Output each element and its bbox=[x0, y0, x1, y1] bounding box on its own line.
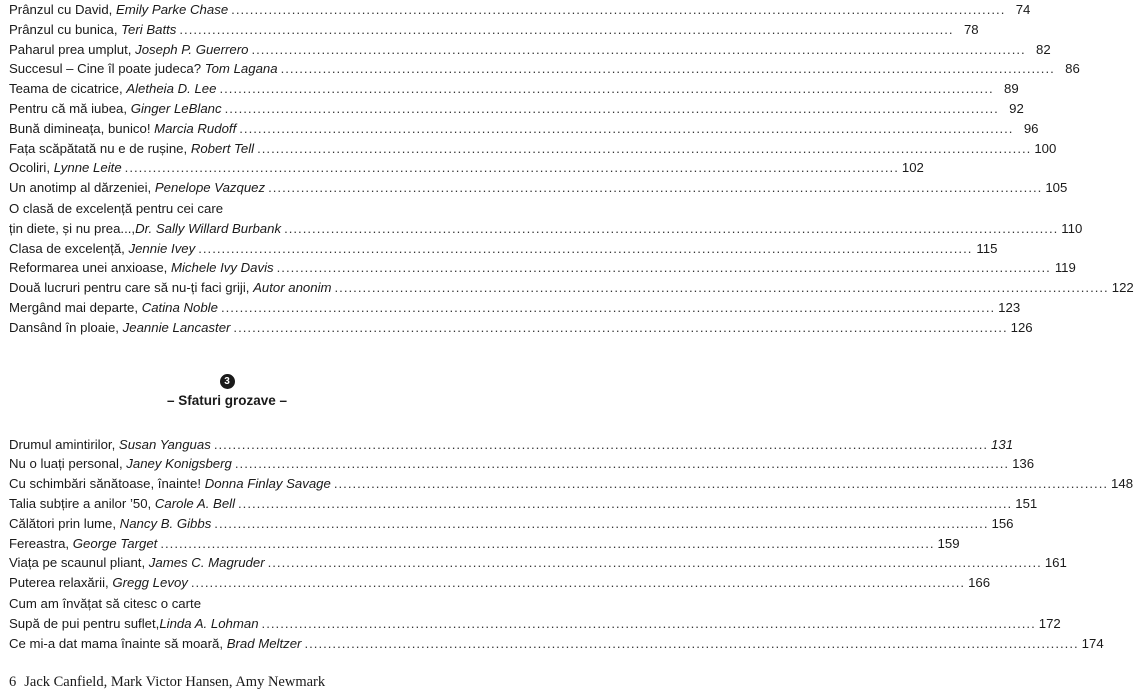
toc-leader-dots bbox=[268, 178, 1042, 198]
toc-entry bbox=[9, 454, 1035, 474]
toc-entry-page: 86 bbox=[1065, 61, 1080, 77]
toc-entry-page: 166 bbox=[968, 575, 991, 591]
toc-entry-title: Supă de pui pentru suflet, bbox=[9, 615, 160, 631]
toc-entry bbox=[9, 178, 1068, 198]
toc-entry-author: Jeannie Lancaster bbox=[122, 319, 231, 335]
toc-entry-title: Cu schimbări sănătoase, înainte! bbox=[9, 476, 205, 492]
toc-entry-page: 131 bbox=[991, 436, 1014, 452]
toc-entry-title: Două lucruri pentru care să nu-ți faci griji, bbox=[9, 280, 254, 296]
toc-entry-title: Un anotimp al dărzeniei, bbox=[9, 180, 155, 196]
toc-entry bbox=[9, 0, 1031, 20]
toc-top-list bbox=[9, 0, 1080, 198]
toc-entry-title: Fereastra, bbox=[9, 535, 73, 551]
toc-leader-dots bbox=[125, 158, 899, 178]
toc-entry-author: Dr. Sally Willard Burbank bbox=[135, 220, 282, 236]
toc-leader-dots bbox=[221, 298, 995, 318]
toc-entry bbox=[9, 258, 1076, 278]
toc-leader-dots bbox=[214, 514, 988, 534]
toc-leader-dots bbox=[225, 99, 999, 119]
toc-entry-title: Fața scăpătată nu e de rușine, bbox=[9, 140, 191, 156]
toc-entry-author: Donna Finlay Savage bbox=[204, 476, 331, 492]
toc-entry-title-line1: O clasă de excelență pentru cei care bbox=[9, 200, 224, 216]
toc-entry-author: Gregg Levoy bbox=[112, 575, 188, 591]
toc-entry-author: Michele Ivy Davis bbox=[171, 260, 274, 276]
toc-entry-title: Prânzul cu David, bbox=[9, 2, 117, 17]
section-header bbox=[9, 371, 445, 408]
toc-entry-page: 161 bbox=[1044, 555, 1067, 571]
toc-leader-dots bbox=[233, 318, 1007, 338]
toc-leader-dots bbox=[334, 474, 1108, 494]
toc-entry-title: Mergând mai departe, bbox=[9, 299, 142, 315]
toc-entry-page: 96 bbox=[1023, 120, 1039, 136]
toc-entry-author: Marcia Rudoff bbox=[154, 120, 237, 136]
toc-entry-title: țin diete, și nu prea..., bbox=[9, 220, 136, 236]
toc-entry-author: Autor anonim bbox=[253, 280, 332, 296]
toc-entry-title: Succesul – Cine îl poate judeca? bbox=[9, 61, 205, 77]
toc-entry-title: Nu o luați personal, bbox=[9, 456, 127, 472]
toc-leader-dots bbox=[257, 139, 1031, 159]
toc-entry-page: 82 bbox=[1036, 41, 1051, 57]
toc-entry-author: George Target bbox=[72, 535, 158, 551]
toc-entry bbox=[9, 494, 1038, 514]
toc-entry-author: Penelope Vazquez bbox=[154, 180, 266, 196]
toc-leader-dots bbox=[335, 278, 1109, 298]
toc-entry-title: Viața pe scaunul pliant, bbox=[9, 555, 149, 571]
toc-entry-title: Reformarea unei anxioase, bbox=[9, 260, 172, 276]
toc-entry-author: Teri Batts bbox=[121, 21, 177, 37]
toc-entry bbox=[9, 278, 1134, 298]
toc-entry-author: Joseph P. Guerrero bbox=[135, 41, 249, 57]
toc-entry-multiline bbox=[9, 594, 1061, 634]
toc-entry-author: Aletheia D. Lee bbox=[126, 81, 217, 97]
toc-entry-page: 100 bbox=[1034, 140, 1057, 156]
toc-leader-dots bbox=[251, 40, 1025, 60]
toc-entry bbox=[9, 239, 998, 259]
toc-entry-author: James C. Magruder bbox=[148, 555, 265, 571]
toc-leader-dots bbox=[262, 614, 1036, 634]
toc-leader-dots bbox=[284, 219, 1058, 239]
toc-leader-dots bbox=[281, 59, 1055, 79]
toc-entry-title: Talia subțire a anilor ’50, bbox=[9, 495, 155, 511]
toc-entry bbox=[9, 534, 960, 554]
toc-entry-author: Brad Meltzer bbox=[226, 635, 302, 651]
toc-entry bbox=[9, 20, 979, 40]
toc-entry-page: 123 bbox=[998, 299, 1021, 315]
toc-page bbox=[9, 0, 1134, 653]
toc-leader-dots bbox=[214, 435, 988, 455]
toc-entry-page: 78 bbox=[963, 21, 979, 37]
toc-entry-multiline bbox=[9, 199, 1083, 239]
toc-entry-author: Susan Yanguas bbox=[118, 436, 211, 452]
toc-entry-author: Jennie Ivey bbox=[128, 240, 196, 256]
toc-bottom-list bbox=[9, 435, 1134, 593]
toc-entry-author: Nancy B. Gibbs bbox=[119, 515, 212, 531]
section-title: – Sfaturi grozave – bbox=[166, 392, 288, 408]
toc-entry-title: Puterea relaxării, bbox=[9, 575, 113, 591]
toc-entry-title: Ocoliri, bbox=[9, 160, 54, 176]
toc-entry-page: 174 bbox=[1081, 635, 1104, 651]
toc-leader-dots bbox=[179, 20, 953, 40]
toc-entry-page: 115 bbox=[976, 240, 998, 256]
toc-entry bbox=[9, 158, 924, 178]
toc-entry bbox=[9, 59, 1080, 79]
toc-entry bbox=[9, 119, 1039, 139]
toc-entry-page: 159 bbox=[937, 535, 960, 551]
toc-entry-title: Drumul amintirilor, bbox=[9, 436, 119, 452]
toc-entry-title: Călători prin lume, bbox=[9, 515, 120, 531]
toc-leader-dots bbox=[219, 79, 993, 99]
toc-leader-dots bbox=[238, 494, 1012, 514]
toc-entry bbox=[9, 573, 991, 593]
toc-entry-author: Robert Tell bbox=[190, 140, 255, 156]
toc-entry-page: 122 bbox=[1111, 280, 1134, 296]
toc-entry bbox=[9, 318, 1033, 338]
toc-entry-title: Bună dimineața, bunico! bbox=[9, 120, 155, 136]
toc-entry-title: Dansând în ploaie, bbox=[9, 319, 123, 335]
toc-leader-dots bbox=[160, 534, 934, 554]
toc-leader-dots bbox=[198, 239, 972, 259]
toc-entry-page: 126 bbox=[1010, 319, 1033, 335]
toc-entry bbox=[9, 298, 1021, 318]
toc-entry-page: 148 bbox=[1111, 476, 1134, 492]
toc-bottom-rest-list bbox=[9, 634, 1104, 654]
toc-leader-dots bbox=[231, 0, 1005, 20]
toc-entry-author: Janey Konigsberg bbox=[126, 456, 232, 472]
toc-leader-dots bbox=[304, 634, 1078, 654]
toc-entry bbox=[9, 139, 1057, 159]
toc-entry-page: 151 bbox=[1015, 495, 1038, 511]
toc-entry-author: Lynne Leite bbox=[53, 160, 122, 176]
toc-entry-author: Catina Noble bbox=[141, 299, 218, 315]
toc-entry-author: Emily Parke Chase bbox=[116, 2, 229, 17]
toc-entry-page: 102 bbox=[901, 160, 924, 176]
toc-leader-dots bbox=[239, 119, 1013, 139]
toc-leader-dots bbox=[235, 454, 1009, 474]
toc-entry-page: 172 bbox=[1038, 615, 1061, 631]
toc-leader-dots bbox=[277, 258, 1051, 278]
toc-entry bbox=[9, 435, 1014, 455]
toc-entry-author: Linda A. Lohman bbox=[159, 615, 259, 631]
toc-entry bbox=[9, 474, 1134, 494]
toc-entry-page: 105 bbox=[1045, 180, 1068, 196]
toc-entry-page: 136 bbox=[1012, 456, 1035, 472]
toc-entry-author: Carole A. Bell bbox=[154, 495, 236, 511]
toc-entry-page: 89 bbox=[1004, 81, 1019, 97]
toc-entry bbox=[9, 514, 1014, 534]
toc-entry bbox=[9, 99, 1024, 119]
toc-entry-title: Ce mi-a dat mama înainte să moară, bbox=[9, 635, 227, 651]
toc-entry-author: Ginger LeBlanc bbox=[130, 100, 222, 116]
toc-entry-title: Clasa de excelență, bbox=[9, 240, 129, 256]
toc-entry-title-line1: Cum am învățat să citesc o carte bbox=[9, 595, 202, 611]
toc-top-rest-list bbox=[9, 239, 1134, 338]
toc-entry-author: Tom Lagana bbox=[204, 61, 278, 77]
toc-entry-page: 110 bbox=[1061, 220, 1083, 236]
toc-entry-title: Pentru că mă iubea, bbox=[9, 100, 131, 116]
toc-entry bbox=[9, 634, 1104, 654]
toc-entry-page: 74 bbox=[1015, 2, 1031, 17]
toc-entry bbox=[9, 553, 1067, 573]
toc-entry-page: 92 bbox=[1009, 100, 1024, 116]
toc-entry-page: 119 bbox=[1054, 260, 1076, 276]
footer-page-number: 6 bbox=[9, 674, 17, 690]
toc-leader-dots bbox=[191, 573, 965, 593]
toc-entry bbox=[9, 79, 1019, 99]
toc-entry-title: Prânzul cu bunica, bbox=[9, 21, 122, 37]
toc-entry-title: Teama de cicatrice, bbox=[9, 81, 127, 97]
footer-authors: Jack Canfield, Mark Victor Hansen, Amy Newmark bbox=[24, 674, 326, 690]
page-footer bbox=[9, 674, 325, 691]
section-number-badge: 3 bbox=[220, 374, 235, 389]
toc-entry bbox=[9, 40, 1051, 60]
toc-leader-dots bbox=[268, 553, 1042, 573]
toc-entry-page: 156 bbox=[991, 515, 1014, 531]
toc-entry-title: Paharul prea umplut, bbox=[9, 41, 136, 57]
